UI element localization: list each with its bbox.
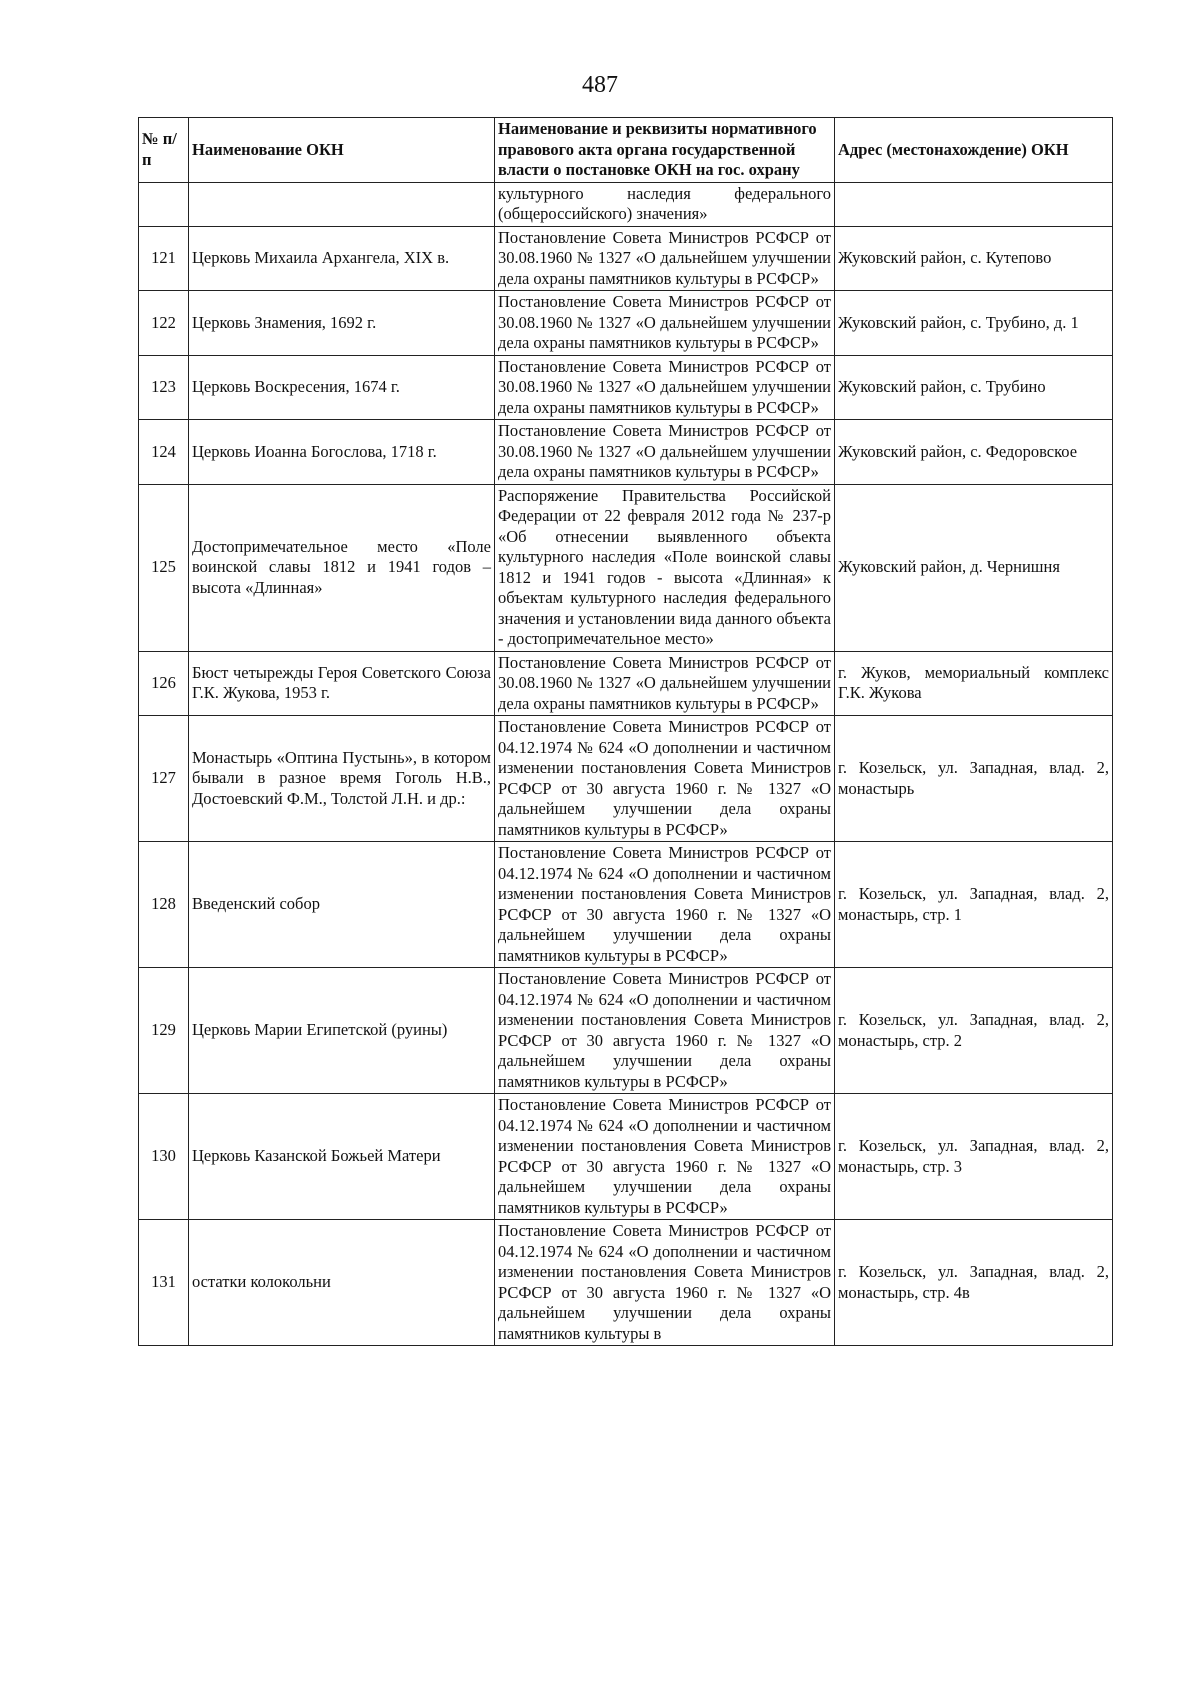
cell-name <box>189 182 495 226</box>
cell-legal-act: Постановление Совета Министров РСФСР от 30.08.1960 № 1327 «О дальнейшем улучшении дела охраны памятников культуры в РСФСР» <box>495 226 835 291</box>
cell-name: Церковь Иоанна Богослова, 1718 г. <box>189 420 495 485</box>
table-row <box>139 420 1113 485</box>
cell-number: 127 <box>139 716 189 842</box>
table-row <box>139 226 1113 291</box>
cell-number <box>139 182 189 226</box>
cell-number: 128 <box>139 842 189 968</box>
cell-name: Достопримечательное место «Поле воинской славы 1812 и 1941 годов – высота «Длинная» <box>189 484 495 651</box>
table-row <box>139 651 1113 716</box>
cell-name: остатки колокольни <box>189 1220 495 1346</box>
table-row <box>139 484 1113 651</box>
cell-address: г. Козельск, ул. Западная, влад. 2, монастырь, стр. 2 <box>835 968 1113 1094</box>
cell-address: Жуковский район, д. Чернишня <box>835 484 1113 651</box>
page-number: 487 <box>582 72 618 98</box>
cell-name: Церковь Марии Египетской (руины) <box>189 968 495 1094</box>
table-row <box>139 842 1113 968</box>
cell-name: Церковь Воскресения, 1674 г. <box>189 355 495 420</box>
cell-name: Бюст четырежды Героя Советского Союза Г.К. Жукова, 1953 г. <box>189 651 495 716</box>
cell-legal-act: Постановление Совета Министров РСФСР от 04.12.1974 № 624 «О дополнении и частичном изменении постановления Совета Министров РСФСР от 30 августа 1960 г. № 1327 «О дальнейшем улучшении дела охраны памятников культуры в РСФСР» <box>495 1094 835 1220</box>
continuation-row <box>139 182 1113 226</box>
cell-address: Жуковский район, с. Кутепово <box>835 226 1113 291</box>
heritage-register-table <box>138 117 1113 1346</box>
table-row <box>139 716 1113 842</box>
cell-number: 131 <box>139 1220 189 1346</box>
cell-number: 126 <box>139 651 189 716</box>
cell-legal-act: Постановление Совета Министров РСФСР от 30.08.1960 № 1327 «О дальнейшем улучшении дела охраны памятников культуры в РСФСР» <box>495 355 835 420</box>
cell-legal-act: Постановление Совета Министров РСФСР от 04.12.1974 № 624 «О дополнении и частичном изменении постановления Совета Министров РСФСР от 30 августа 1960 г. № 1327 «О дальнейшем улучшении дела охраны памятников культуры в РСФСР» <box>495 968 835 1094</box>
header-number: № п/п <box>139 118 189 183</box>
header-legal-act: Наименование и реквизиты нормативного правового акта органа государственной власти о постановке ОКН на гос. охрану <box>495 118 835 183</box>
cell-address: г. Жуков, мемориальный комплекс Г.К. Жукова <box>835 651 1113 716</box>
cell-address <box>835 182 1113 226</box>
cell-name: Монастырь «Оптина Пустынь», в котором бывали в разное время Гоголь Н.В., Достоевский Ф.М., Толстой Л.Н. и др.: <box>189 716 495 842</box>
cell-number: 121 <box>139 226 189 291</box>
cell-number: 130 <box>139 1094 189 1220</box>
cell-name: Введенский собор <box>189 842 495 968</box>
cell-legal-act: Постановление Совета Министров РСФСР от 30.08.1960 № 1327 «О дальнейшем улучшении дела охраны памятников культуры в РСФСР» <box>495 291 835 356</box>
cell-number: 124 <box>139 420 189 485</box>
cell-number: 122 <box>139 291 189 356</box>
cell-address: г. Козельск, ул. Западная, влад. 2, монастырь, стр. 1 <box>835 842 1113 968</box>
cell-legal-act: Постановление Совета Министров РСФСР от 04.12.1974 № 624 «О дополнении и частичном изменении постановления Совета Министров РСФСР от 30 августа 1960 г. № 1327 «О дальнейшем улучшении дела охраны памятников культуры в РСФСР» <box>495 716 835 842</box>
cell-legal-act: Постановление Совета Министров РСФСР от 04.12.1974 № 624 «О дополнении и частичном изменении постановления Совета Министров РСФСР от 30 августа 1960 г. № 1327 «О дальнейшем улучшении дела охраны памятников культуры в <box>495 1220 835 1346</box>
cell-name: Церковь Знамения, 1692 г. <box>189 291 495 356</box>
header-name: Наименование ОКН <box>189 118 495 183</box>
cell-address: г. Козельск, ул. Западная, влад. 2, монастырь, стр. 4в <box>835 1220 1113 1346</box>
cell-legal-act: Распоряжение Правительства Российской Федерации от 22 февраля 2012 года № 237-р «Об отнесении выявленного объекта культурного наследия «Поле воинской славы 1812 и 1941 годов - высота «Длинная» к объектам культурного наследия федерального значения и установлении вида данного объекта - достопримечательное место» <box>495 484 835 651</box>
table-row <box>139 1094 1113 1220</box>
cell-address: Жуковский район, с. Трубино <box>835 355 1113 420</box>
cell-name: Церковь Михаила Архангела, XIX в. <box>189 226 495 291</box>
table-row <box>139 968 1113 1094</box>
header-address: Адрес (местонахождение) ОКН <box>835 118 1113 183</box>
cell-address: Жуковский район, с. Трубино, д. 1 <box>835 291 1113 356</box>
cell-address: г. Козельск, ул. Западная, влад. 2, монастырь <box>835 716 1113 842</box>
table-row <box>139 291 1113 356</box>
cell-legal-act: Постановление Совета Министров РСФСР от 30.08.1960 № 1327 «О дальнейшем улучшении дела охраны памятников культуры в РСФСР» <box>495 420 835 485</box>
cell-address: Жуковский район, с. Федоровское <box>835 420 1113 485</box>
cell-number: 125 <box>139 484 189 651</box>
cell-name: Церковь Казанской Божьей Матери <box>189 1094 495 1220</box>
cell-legal-act: культурного наследия федерального (общероссийского) значения» <box>495 182 835 226</box>
cell-address: г. Козельск, ул. Западная, влад. 2, монастырь, стр. 3 <box>835 1094 1113 1220</box>
cell-legal-act: Постановление Совета Министров РСФСР от 04.12.1974 № 624 «О дополнении и частичном изменении постановления Совета Министров РСФСР от 30 августа 1960 г. № 1327 «О дальнейшем улучшении дела охраны памятников культуры в РСФСР» <box>495 842 835 968</box>
table-header-row <box>139 118 1113 183</box>
table-row <box>139 355 1113 420</box>
cell-number: 129 <box>139 968 189 1094</box>
cell-number: 123 <box>139 355 189 420</box>
cell-legal-act: Постановление Совета Министров РСФСР от 30.08.1960 № 1327 «О дальнейшем улучшении дела охраны памятников культуры в РСФСР» <box>495 651 835 716</box>
table-row <box>139 1220 1113 1346</box>
